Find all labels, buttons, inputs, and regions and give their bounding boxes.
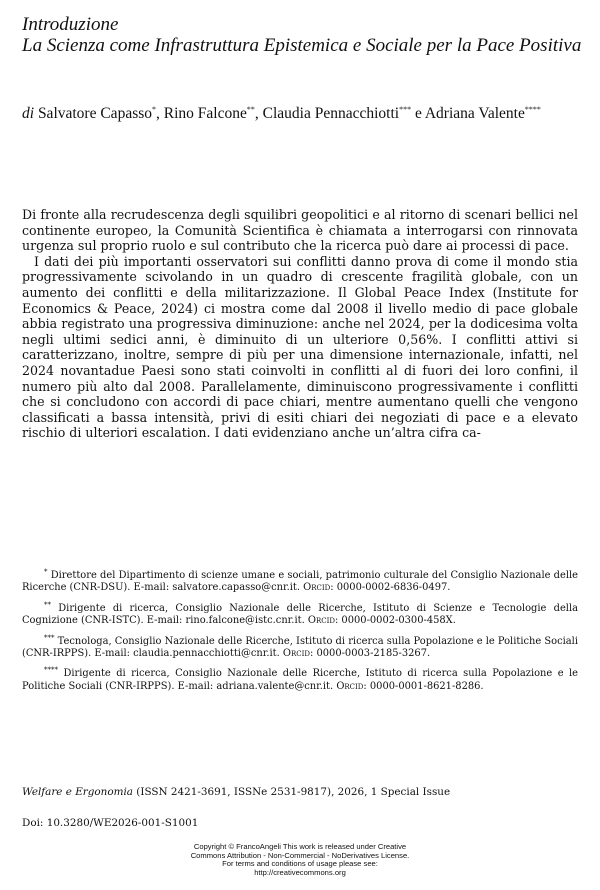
institute-code: CNR-DSU — [73, 582, 124, 594]
author-list — [22, 100, 578, 123]
journal-name: Welfare e Ergonomia — [22, 786, 133, 798]
body-paragraph: I dati dei più importanti osservatori sui conflitti danno prova di come il mondo stia progressivamente scivolando in un quadro di crescente fragilità globale, con un aumento dei conflitti e della militarizzazione. Il Global Peace Index (Institute for Economics & Peace, 2024) ci mostra come dal 2008 il livello medio di pace globale abbia registrato una progressiva diminuzione: anche nel 2024, per la dodicesima volta negli ultimi sedici anni, è diminuito di un ulteriore 0,56%. I conflitti attivi si caratterizzano, inoltre, sempre di più per una dimensione internazionale, infatti, nel 2024 novantadue Paesi sono stati coinvolti in conflitti al di fuori dei loro confini, il numero più alto dal 2008. Parallelamente, diminuiscono progressivamente i conflitti che si concludono con accordi di pace chiari, mentre aumentano quelli che vengono classificati a bassa intensità, privi di esiti chiari dei negoziati di pace e a elevato rischio di ulteriori escalation. I dati evidenziano anche un’altra cifra ca- — [22, 253, 578, 441]
copyright-line: Commons Attribution - Non-Commercial - NoDerivatives License. — [190, 850, 410, 860]
author-separator: e — [411, 105, 425, 122]
title-line-2: La Scienza come Infrastruttura Epistemica e Sociale per la Pace Positiva — [22, 35, 582, 56]
institute-code: CNR-IRPPS — [25, 648, 85, 660]
author-prefix: di — [22, 105, 35, 122]
footnote-text: Direttore del Dipartimento di scienze umane e sociali, patrimonio culturale del Consiglio Nazionale delle Ricerche ( — [22, 570, 578, 594]
footnote — [22, 632, 578, 661]
journal-details: (ISSN 2421-3691, ISSNe 2531-9817), 2026, 1 Special Issue — [133, 786, 451, 798]
orcid-id: : 0000-0002-6836-0497. — [330, 582, 451, 594]
author-separator: , — [156, 105, 164, 122]
footnote-marker: **** — [524, 105, 541, 114]
footnote-marker: *** — [44, 633, 55, 642]
institute-code: CNR-ISTC — [84, 615, 137, 627]
copyright-line: Copyright © FrancoAngeli This work is released under Creative — [193, 842, 407, 851]
article-body — [22, 207, 578, 441]
footnote-marker: * — [152, 105, 157, 114]
copyright-notice — [0, 843, 600, 877]
orcid-label: Orcid — [307, 615, 335, 627]
footnote — [22, 599, 578, 628]
orcid-id: : 0000-0001-8621-8286. — [363, 680, 484, 692]
doi: Doi: 10.3280/WE2026-001-S1001 — [22, 817, 199, 829]
author-name: Salvatore Capasso — [37, 105, 153, 122]
institute-code: CNR-IRPPS — [109, 680, 168, 692]
footnotes — [22, 566, 578, 697]
footnote-email: ). E-mail: adriana.valente@cnr.it. — [167, 680, 337, 692]
author-separator: , — [254, 105, 263, 122]
orcid-label: Orcid — [303, 582, 331, 594]
footnote — [22, 566, 578, 595]
footnote-marker: *** — [399, 105, 412, 114]
body-paragraph: Di fronte alla recrudescenza degli squilibri geopolitici e al ritorno di scenari bellici nel continente europeo, la Comunità Scientifica è chiamata a interrogarsi con rinnovata urgenza sul proprio ruolo e sul contributo che la ricerca può dare ai processi di pace. — [22, 207, 578, 254]
author-name: Rino Falcone — [163, 105, 247, 122]
copyright-link[interactable]: http://creativecommons.org — [254, 867, 346, 877]
footnote-text: Tecnologa, Consiglio Nazionale delle Ricerche, Istituto di ricerca sulla Popolazione e le Politiche Sociali ( — [22, 635, 578, 660]
footnote-marker: ** — [44, 600, 51, 609]
orcid-id: : 0000-0003-2185-3267. — [310, 648, 431, 660]
footnote-text: Dirigente di ricerca, Consiglio Nazionale delle Ricerche, Istituto di Scienze e Tecnologie della Cognizione ( — [22, 602, 578, 627]
footnote-marker: **** — [44, 666, 58, 675]
title-line-1: Introduzione — [22, 14, 119, 35]
footnote-marker: ** — [246, 105, 255, 114]
author-name: Claudia Pennacchiotti — [262, 105, 400, 122]
footnote — [22, 664, 578, 693]
orcid-id: : 0000-0002-0300-458X. — [334, 615, 456, 627]
footnote-email: ). E-mail: rino.falcone@istc.cnr.it. — [136, 615, 308, 627]
orcid-label: Orcid — [336, 680, 364, 692]
article-title — [22, 14, 582, 56]
footnote-marker: * — [44, 568, 48, 576]
orcid-label: Orcid — [282, 648, 310, 660]
author-name: Adriana Valente — [424, 105, 525, 122]
footnote-text: Dirigente di ricerca, Consiglio Nazionale delle Ricerche, Istituto di ricerca sulla Popolazione e le Politiche Sociali ( — [22, 668, 579, 692]
footnote-email: ). E-mail: salvatore.capasso@cnr.it. — [123, 582, 304, 594]
journal-citation — [22, 786, 578, 799]
footnote-email: ). E-mail: claudia.pennacchiotti@cnr.it. — [84, 648, 283, 660]
copyright-line: For terms and conditions of usage please see: — [222, 859, 378, 869]
